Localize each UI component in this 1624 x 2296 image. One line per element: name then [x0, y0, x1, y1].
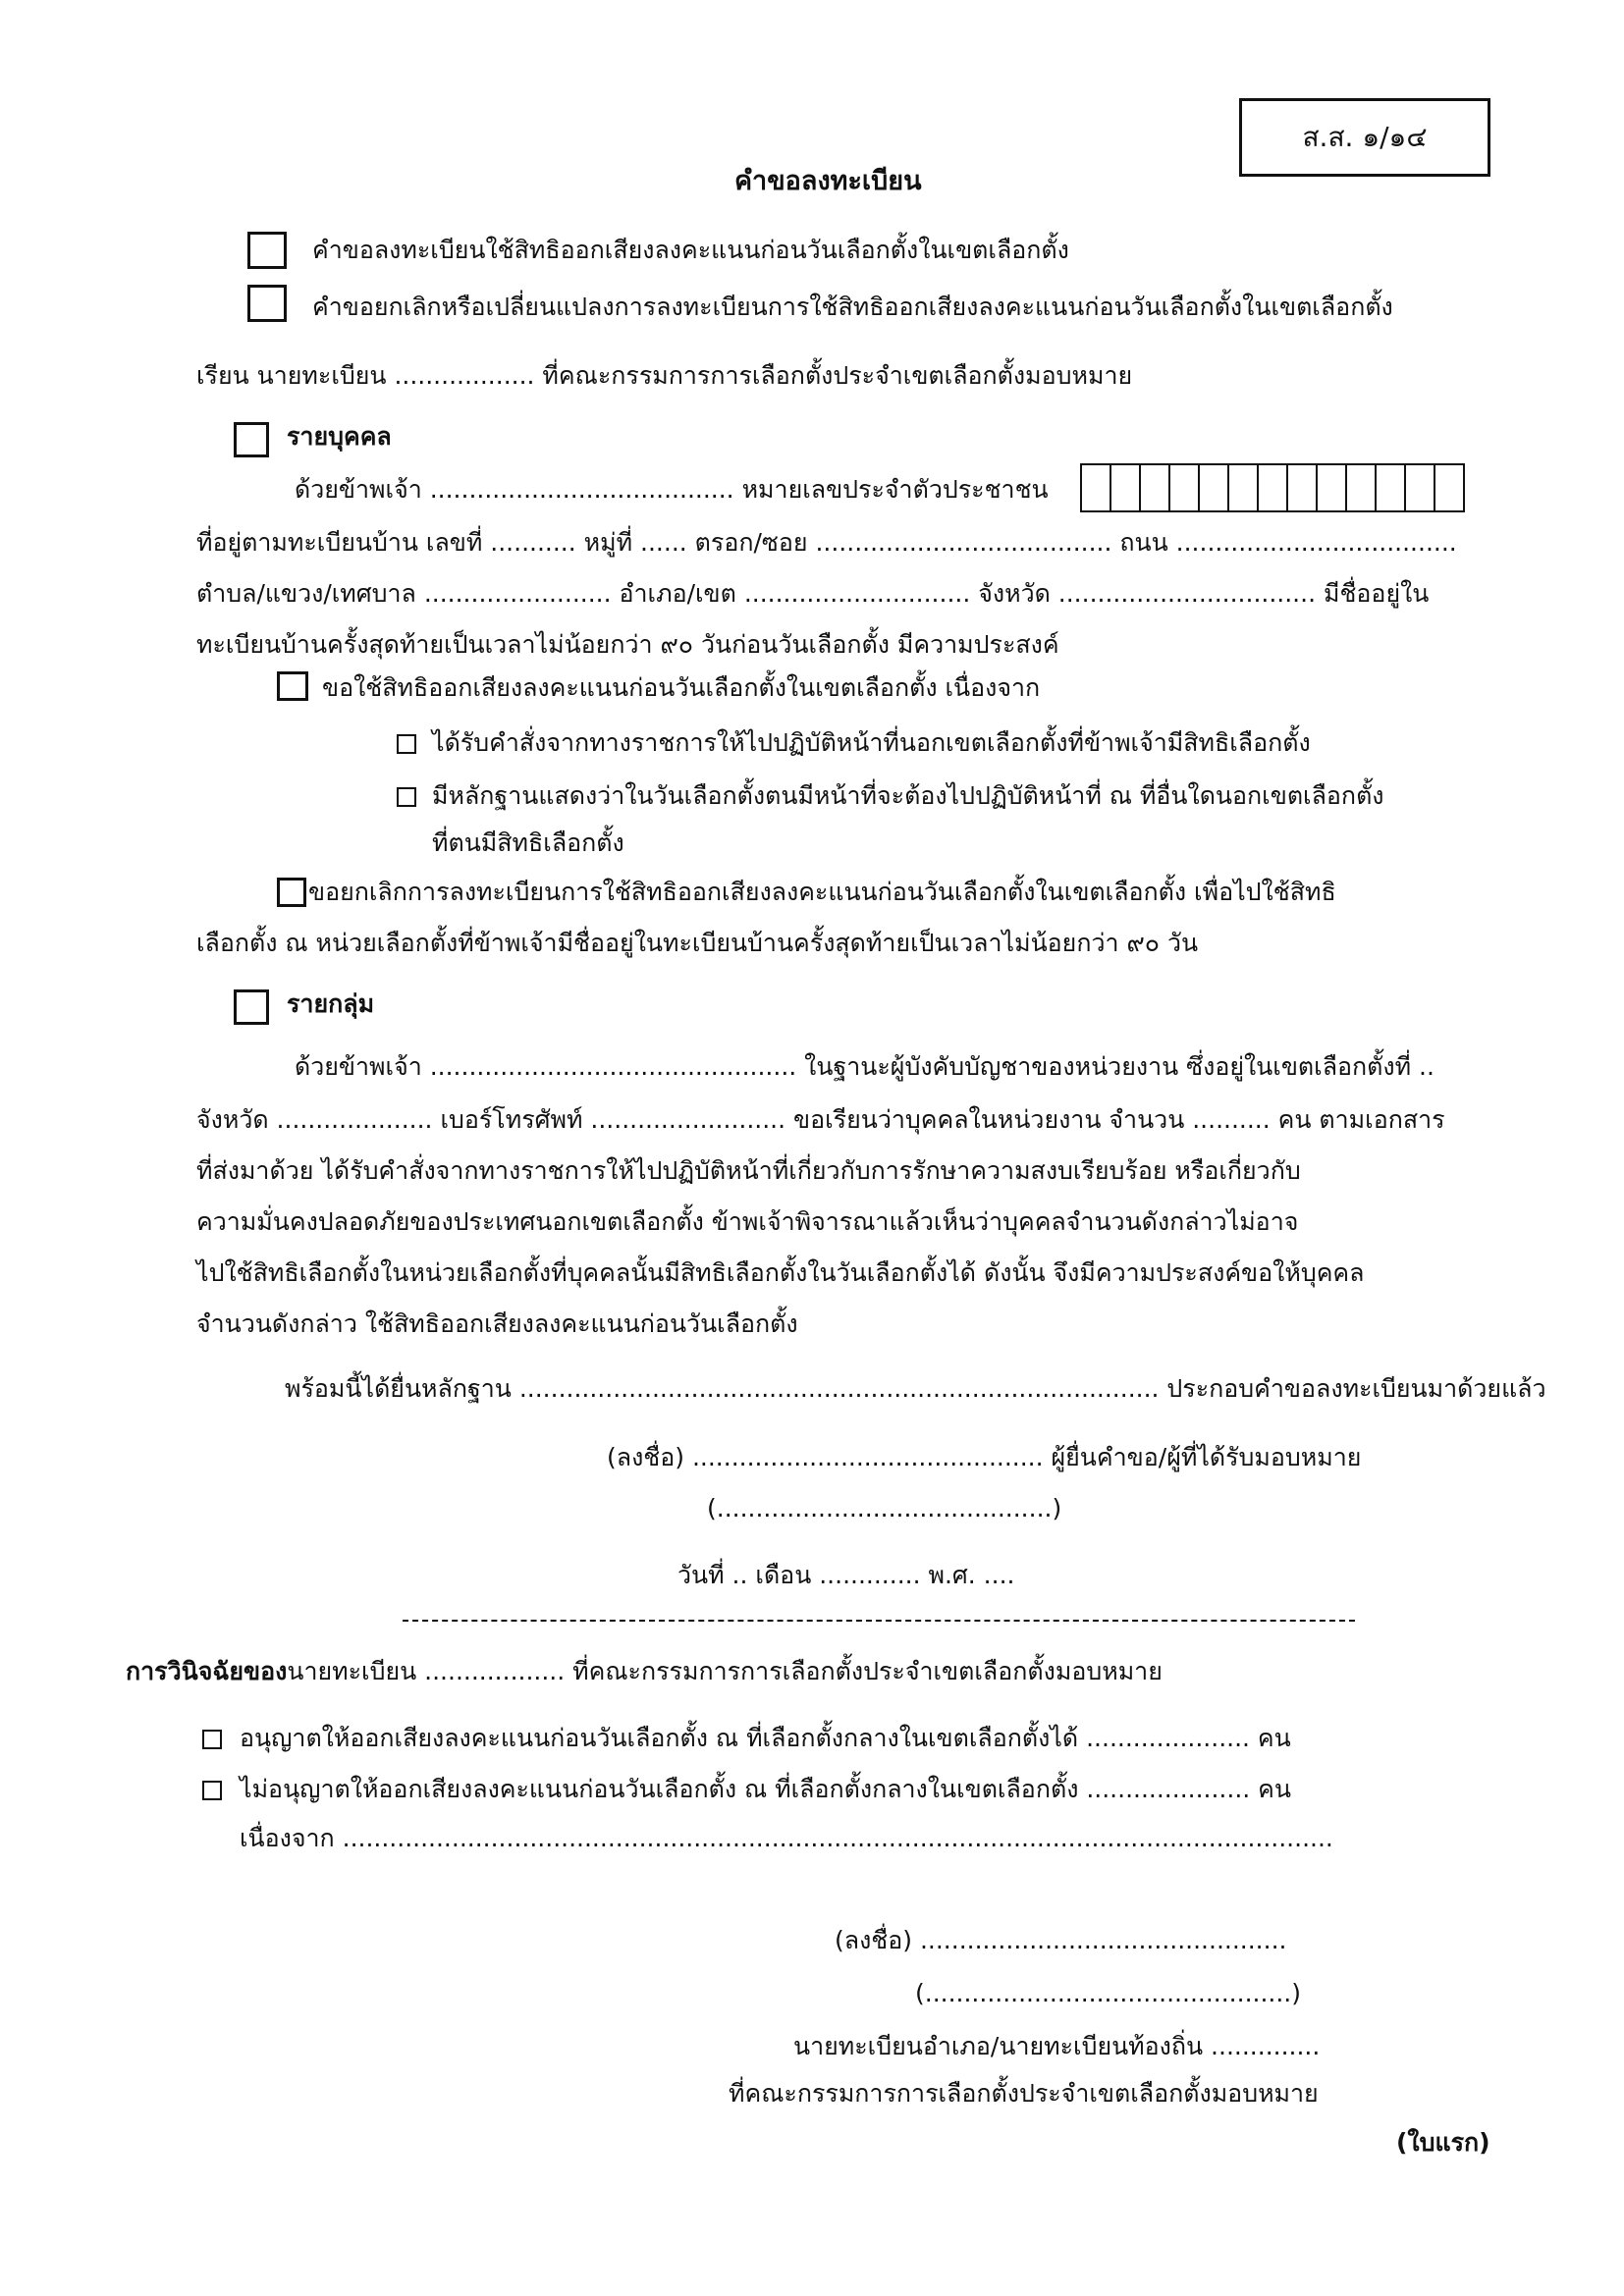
reason-2-checkbox[interactable]	[397, 787, 416, 807]
individual-line-3: ตำบล/แขวง/เทศบาล ........................ อำเภอ/เขต ............................. จังหวัด ................................. มีชื่ออยู่ใน	[196, 579, 1430, 608]
cancel-registration-line-2: เลือกตั้ง ณ หน่วยเลือกตั้งที่ข้าพเจ้ามีชื่ออยู่ในทะเบียนบ้านครั้งสุดท้ายเป็นเวลาไม่น้อยกว่า ๙๐ วัน	[196, 929, 1199, 957]
group-line-6: จำนวนดังกล่าว ใช้สิทธิออกเสียงลงคะแนนก่อนวันเลือกตั้ง	[196, 1309, 798, 1338]
id-digit-box[interactable]	[1110, 463, 1141, 512]
form-code-box	[1239, 98, 1490, 177]
individual-line-4: ทะเบียนบ้านครั้งสุดท้ายเป็นเวลาไม่น้อยกว่า ๙๐ วันก่อนวันเลือกตั้ง มีความประสงค์	[196, 630, 1059, 659]
allow-label: อนุญาตให้ออกเสียงลงคะแนนก่อนวันเลือกตั้ง ณ ที่เลือกตั้งกลางในเขตเลือกตั้งได้ ..................... คน	[240, 1724, 1291, 1752]
registrar-title-line-1: นายทะเบียนอำเภอ/นายทะเบียนท้องถิ่น ..............	[793, 2032, 1321, 2060]
reason-1-checkbox[interactable]	[397, 734, 416, 754]
allow-checkbox[interactable]	[202, 1730, 222, 1749]
id-digit-box[interactable]	[1257, 463, 1288, 512]
applicant-signature-line: (ลงชื่อ) ............................................. ผู้ยื่นคำขอ/ผู้ที่ได้รับมอบหมาย	[607, 1443, 1362, 1471]
group-line-3: ที่ส่งมาด้วย ได้รับคำสั่งจากทางราชการให้ไปปฏิบัติหน้าที่เกี่ยวกับการรักษาความสงบเรียบร้อย หรือเกี่ยวกับ	[196, 1156, 1301, 1185]
register-request-label: คำขอลงทะเบียนใช้สิทธิออกเสียงลงคะแนนก่อนวันเลือกตั้งในเขตเลือกตั้ง	[312, 236, 1069, 264]
id-digit-box[interactable]	[1316, 463, 1347, 512]
citizen-id-boxes[interactable]	[1082, 463, 1465, 512]
addressee-line: เรียน นายทะเบียน .................. ที่คณะกรรมการการเลือกตั้งประจำเขตเลือกตั้งมอบหมาย	[196, 361, 1133, 390]
cancel-change-request-label: คำขอยกเลิกหรือเปลี่ยนแปลงการลงทะเบียนการใช้สิทธิออกเสียงลงคะแนนก่อนวันเลือกตั้งในเขตเลือกตั้ง	[312, 293, 1393, 321]
reason-2-label-line-2: ที่ตนมีสิทธิเลือกตั้ง	[432, 828, 624, 857]
evidence-line: พร้อมนี้ได้ยื่นหลักฐาน .................................................................................. ประกอบคำขอลงทะเบียนมาด้วยแล้ว	[285, 1374, 1546, 1403]
page-label: (ใบแรก)	[1396, 2128, 1490, 2157]
id-digit-box[interactable]	[1139, 463, 1170, 512]
group-line-4: ความมั่นคงปลอดภัยของประเทศนอกเขตเลือกตั้ง ข้าพเจ้าพิจารณาแล้วเห็นว่าบุคคลจำนวนดังกล่าวไม่อาจ	[196, 1207, 1299, 1236]
decision-heading-rest: นายทะเบียน .................. ที่คณะกรรมการการเลือกตั้งประจำเขตเลือกตั้งมอบหมาย	[287, 1657, 1163, 1685]
form-title: คำขอลงทะเบียน	[734, 166, 922, 196]
register-checkbox[interactable]	[247, 232, 287, 269]
decision-heading	[126, 1655, 1163, 1688]
cancel-change-checkbox[interactable]	[247, 285, 287, 322]
id-digit-box[interactable]	[1375, 463, 1406, 512]
id-digit-box[interactable]	[1434, 463, 1465, 512]
group-heading: รายกลุ่ม	[287, 989, 375, 1018]
form-code: ส.ส. ๑/๑๔	[1302, 121, 1428, 153]
deny-reason-line: เนื่องจาก ...............................................................................................................................	[240, 1824, 1333, 1852]
id-digit-box[interactable]	[1198, 463, 1229, 512]
deny-label: ไม่อนุญาตให้ออกเสียงลงคะแนนก่อนวันเลือกตั้ง ณ ที่เลือกตั้งกลางในเขตเลือกตั้ง ..................... คน	[240, 1775, 1291, 1803]
registrar-title-line-2: ที่คณะกรรมการการเลือกตั้งประจำเขตเลือกตั้งมอบหมาย	[729, 2079, 1319, 2108]
decision-heading-bold: การวินิจฉัยของ	[126, 1657, 288, 1685]
cancel-registration-line-1: ขอยกเลิกการลงทะเบียนการใช้สิทธิออกเสียงลงคะแนนก่อนวันเลือกตั้งในเขตเลือกตั้ง เพื่อไปใช้สิทธิ	[308, 878, 1336, 906]
individual-line-2: ที่อยู่ตามทะเบียนบ้าน เลขที่ ........... หมู่ที่ ...... ตรอก/ซอย ...................................... ถนน ....................................	[196, 528, 1457, 557]
request-advance-vote-label: ขอใช้สิทธิออกเสียงลงคะแนนก่อนวันเลือกตั้งในเขตเลือกตั้ง เนื่องจาก	[322, 673, 1041, 702]
individual-checkbox[interactable]	[234, 422, 269, 457]
request-advance-vote-checkbox[interactable]	[277, 671, 308, 701]
id-digit-box[interactable]	[1227, 463, 1259, 512]
group-line-5: ไปใช้สิทธิเลือกตั้งในหน่วยเลือกตั้งที่บุคคลนั้นมีสิทธิเลือกตั้งในวันเลือกตั้งได้ ดังนั้น จึงมีความประสงค์ขอให้บุคคล	[196, 1258, 1365, 1287]
id-digit-box[interactable]	[1168, 463, 1200, 512]
reason-2-label-line-1: มีหลักฐานแสดงว่าในวันเลือกตั้งตนมีหน้าที่จะต้องไปปฏิบัติหน้าที่ ณ ที่อื่นใดนอกเขตเลือกตั้ง	[432, 781, 1384, 810]
application-date-line: วันที่ .. เดือน ............. พ.ศ. ....	[677, 1561, 1015, 1589]
cancel-registration-checkbox[interactable]	[277, 878, 306, 907]
group-line-2: จังหวัด .................... เบอร์โทรศัพท์ ......................... ขอเรียนว่าบุคคลในหน่วยงาน จำนวน .......... คน ตามเอกสาร	[196, 1105, 1445, 1134]
deny-checkbox[interactable]	[202, 1781, 222, 1800]
group-line-1: ด้วยข้าพเจ้า ............................................... ในฐานะผู้บังคับบัญชาของหน่วยงาน ซึ่งอยู่ในเขตเลือกตั้งที่ ..	[295, 1052, 1435, 1081]
group-checkbox[interactable]	[234, 989, 269, 1025]
individual-line-1: ด้วยข้าพเจ้า ....................................... หมายเลขประจำตัวประชาชน	[295, 475, 1049, 504]
individual-heading: รายบุคคล	[287, 422, 392, 451]
id-digit-box[interactable]	[1286, 463, 1318, 512]
registrar-signature-line: (ลงชื่อ) ...............................................	[835, 1926, 1287, 1954]
registrar-name-line: (...............................................)	[915, 1979, 1302, 2007]
id-digit-box[interactable]	[1345, 463, 1377, 512]
id-digit-box[interactable]	[1080, 463, 1111, 512]
id-digit-box[interactable]	[1404, 463, 1435, 512]
section-divider	[403, 1620, 1355, 1622]
reason-1-label: ได้รับคำสั่งจากทางราชการให้ไปปฏิบัติหน้าที่นอกเขตเลือกตั้งที่ข้าพเจ้ามีสิทธิเลือกตั้ง	[432, 728, 1311, 757]
applicant-name-line: (...........................................)	[707, 1494, 1062, 1522]
